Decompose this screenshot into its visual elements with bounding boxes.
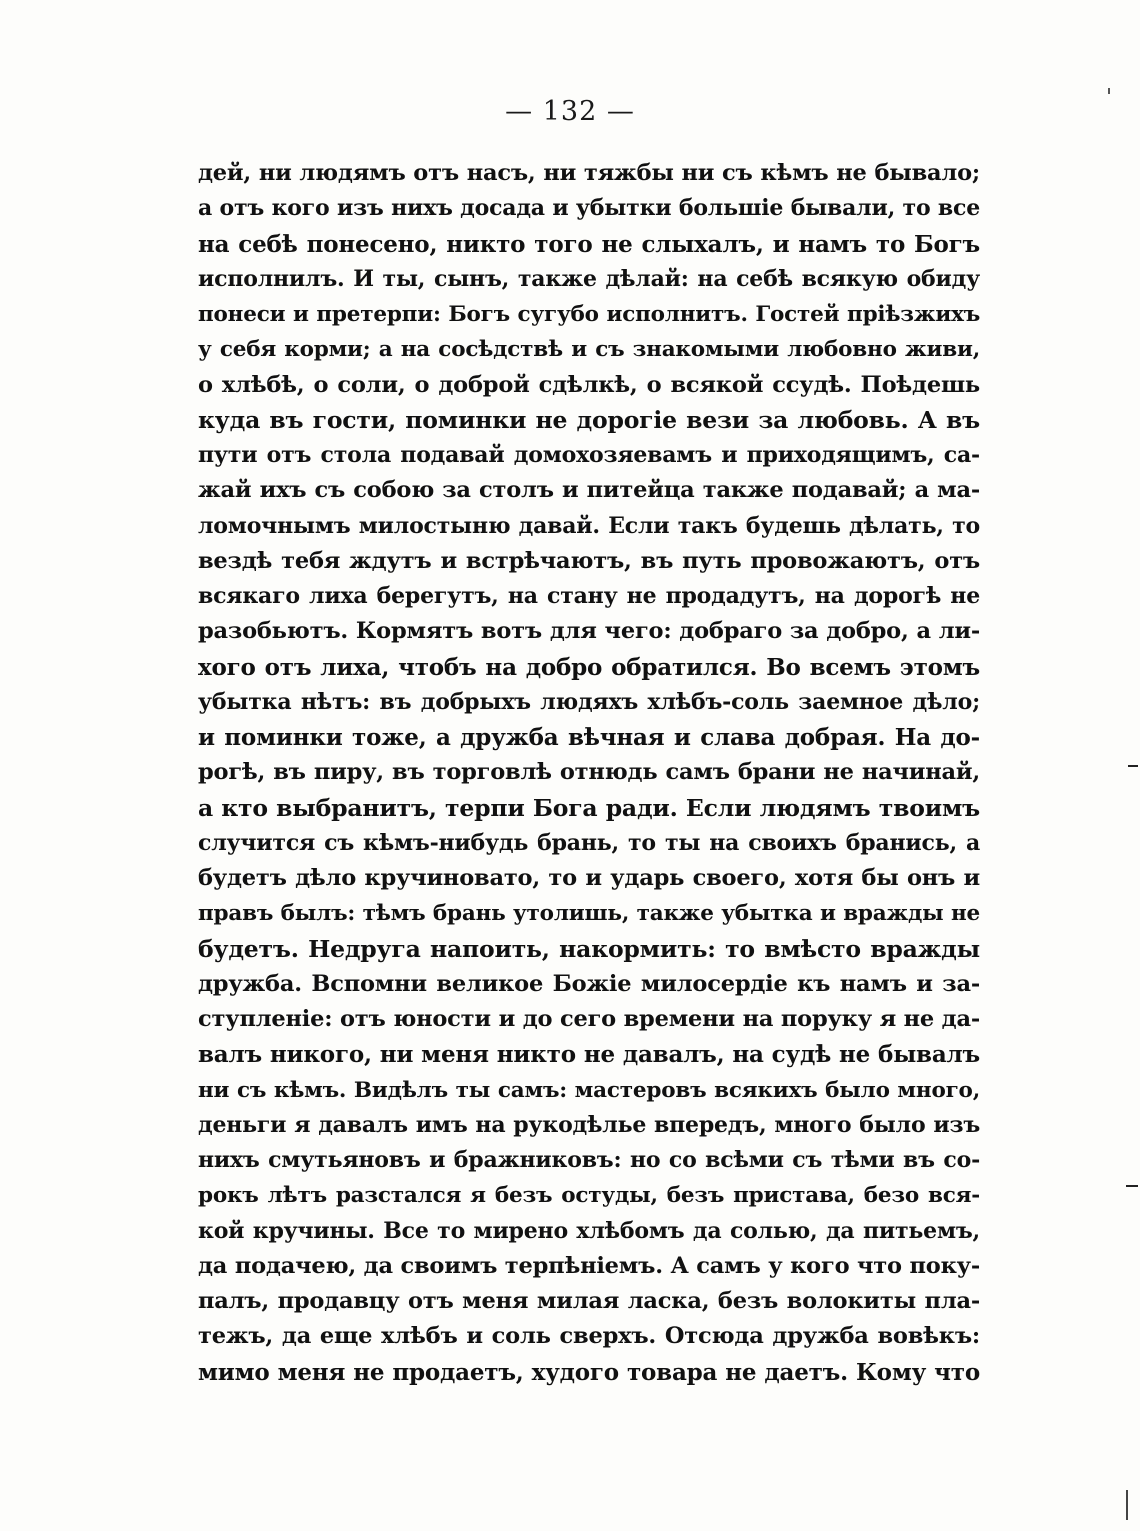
- text-line: куда въ гости, поминки не дорогіе вези за любовь. А въ: [198, 405, 980, 434]
- text-line: дружба. Вспомни великое Божіе милосердіе къ намъ и за-: [198, 970, 980, 997]
- text-line: ломочнымъ милостыню давай. Если такъ будешь дѣлать, то: [198, 512, 980, 539]
- text-line: рокъ лѣтъ разстался я безъ остуды, безъ пристава, безо вся-: [198, 1183, 980, 1209]
- text-line: мимо меня не продаетъ, худого товара не даетъ. Кому что: [198, 1358, 980, 1386]
- text-line: тежъ, да еще хлѣбъ и соль сверхъ. Отсюда дружба вовѣкъ:: [198, 1323, 980, 1350]
- text-line: валъ никого, ни меня никто не давалъ, на судѣ не бывалъ: [198, 1041, 980, 1069]
- margin-mark: [1108, 88, 1110, 94]
- text-line: дей, ни людямъ отъ насъ, ни тяжбы ни съ кѣмъ не бывало;: [198, 160, 980, 186]
- text-line: а кто выбранитъ, терпи Бога ради. Если людямъ твоимъ: [198, 793, 980, 822]
- text-line: исполнилъ. И ты, сынъ, также дѣлай: на себѣ всякую обиду: [198, 265, 980, 292]
- text-line: на себѣ понесено, никто того не слыхалъ, и намъ то Богъ: [198, 230, 980, 258]
- text-line: будетъ дѣло кручиновато, то и ударь своего, хотя бы онъ и: [198, 865, 980, 891]
- text-line: случится съ кѣмъ-нибудь брань, то ты на своихъ бранись, а: [198, 829, 980, 856]
- text-line: нихъ смутьяновъ и бражниковъ: но со всѣми съ тѣми въ со-: [198, 1147, 980, 1173]
- margin-mark: [1128, 765, 1138, 767]
- text-line: понеси и претерпи: Богъ сугубо исполнитъ. Гостей пріѣзжихъ: [198, 302, 980, 327]
- text-line: да подачею, да своимъ терпѣніемъ. А самъ у кого что поку-: [198, 1252, 980, 1279]
- text-line: деньги я давалъ имъ на рукодѣлье впередъ, много было изъ: [198, 1111, 980, 1138]
- text-line: убытка нѣтъ: въ добрыхъ людяхъ хлѣбъ-соль заемное дѣло;: [198, 688, 980, 715]
- text-line: хого отъ лиха, чтобъ на добро обратился. Во всемъ этомъ: [198, 653, 980, 681]
- margin-mark: [1126, 1490, 1128, 1520]
- text-line: кой кручины. Все то мирено хлѣбомъ да солью, да питьемъ,: [198, 1217, 980, 1244]
- body-text: [198, 156, 980, 1390]
- text-line: палъ, продавцу отъ меня милая ласка, безъ волокиты пла-: [198, 1288, 980, 1314]
- text-line: у себя корми; а на сосѣдствѣ и съ знакомыми любовно живи,: [198, 337, 980, 363]
- text-line: ни съ кѣмъ. Видѣлъ ты самъ: мастеровъ всякихъ было много,: [198, 1077, 980, 1103]
- text-line: рогѣ, въ пиру, въ торговлѣ отнюдь самъ брани не начинай,: [198, 759, 980, 786]
- text-line: и поминки тоже, а дружба вѣчная и слава добрая. На до-: [198, 724, 980, 751]
- margin-mark: [1126, 1185, 1138, 1187]
- text-line: жай ихъ съ собою за столъ и питейца также подавай; а ма-: [198, 477, 980, 504]
- page-number: — 132 —: [505, 96, 635, 127]
- text-line: пути отъ стола подавай домохозяевамъ и приходящимъ, са-: [198, 442, 980, 468]
- text-line: о хлѣбѣ, о соли, о доброй сдѣлкѣ, о всякой ссудѣ. Поѣдешь: [198, 371, 980, 398]
- text-line: вездѣ тебя ждутъ и встрѣчаютъ, въ путь провожаютъ, отъ: [198, 547, 980, 574]
- text-line: а отъ кого изъ нихъ досада и убытки большіе бывали, то все: [198, 195, 980, 222]
- text-line: ступленіе: отъ юности и до сего времени на поруку я не да-: [198, 1006, 980, 1032]
- text-line: правъ былъ: тѣмъ брань утолишь, также убытка и вражды не: [198, 901, 980, 927]
- text-line: всякаго лиха берегутъ, на стану не продадутъ, на дорогѣ не: [198, 583, 980, 609]
- text-line: разобьютъ. Кормятъ вотъ для чего: добраго за добро, а ли-: [198, 618, 980, 645]
- text-line: будетъ. Недруга напоить, накормить: то вмѣсто вражды: [198, 934, 980, 963]
